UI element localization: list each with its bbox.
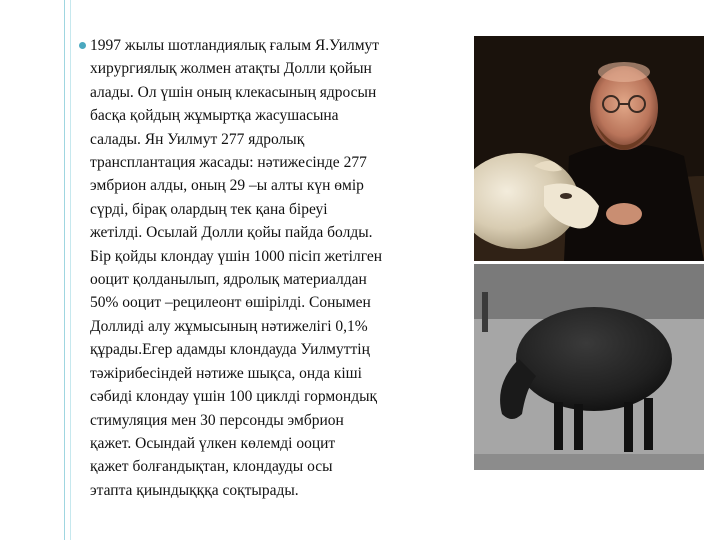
text-line: хирургиялық жолмен атақты Долли қойын	[90, 60, 372, 78]
text-line: эмбрион алды, оның 29 –ы алты күн өмір	[90, 177, 364, 195]
photo-scientist-with-sheep	[474, 36, 704, 261]
text-line: 1997 жылы шотландиялық ғалым Я.Уилмут	[90, 37, 380, 54]
text-line: алады. Ол үшін оның клекасының ядросын	[90, 83, 377, 101]
text-line: этапта қиындықққа соқтырады.	[90, 481, 299, 499]
bullet-icon	[79, 42, 86, 49]
frame-line	[70, 0, 71, 540]
photo-grazing-sheep	[474, 264, 704, 470]
grazing-sheep-illustration	[474, 264, 704, 470]
text-line: стимуляция мен 30 персонды эмбрион	[90, 411, 344, 429]
text-line: басқа қойдың жұмыртқа жасушасына	[90, 107, 339, 125]
text-line: қажет. Осындай үлкен көлемді ооцит	[90, 434, 336, 452]
text-line: қажет болғандықтан, клондауды осы	[90, 458, 333, 476]
decorative-frame	[64, 0, 74, 540]
text-line: 50% ооцит –рецилеонт өшірілді. Сонымен	[90, 294, 371, 312]
text-line: салады. Ян Уилмут 277 ядролық	[90, 130, 305, 148]
text-line: сүрді, бірақ олардың тек қана біреуі	[90, 200, 328, 218]
text-line: жетілді. Осылай Долли қойы пайда болды.	[90, 224, 373, 242]
scientist-sheep-illustration	[474, 36, 704, 261]
text-line: құрады.Егер адамды клондауда Уилмуттің	[90, 341, 370, 359]
frame-line	[64, 0, 65, 540]
text-line: сәбиді клондау үшін 100 циклді гормондық	[90, 388, 378, 406]
body-text	[90, 34, 470, 502]
text-line: трансплантация жасады: нәтижесінде 277	[90, 154, 367, 172]
text-line: Бір қойды клондау үшін 1000 пісіп жетілген	[90, 247, 383, 265]
text-line: Доллиді алу жұмысының нәтижелігі 0,1%	[90, 317, 368, 335]
text-line: тәжірибесіндей нәтиже шықса, онда кіші	[90, 364, 362, 382]
text-line: ооцит қолданылып, ядролық материалдан	[90, 271, 367, 289]
